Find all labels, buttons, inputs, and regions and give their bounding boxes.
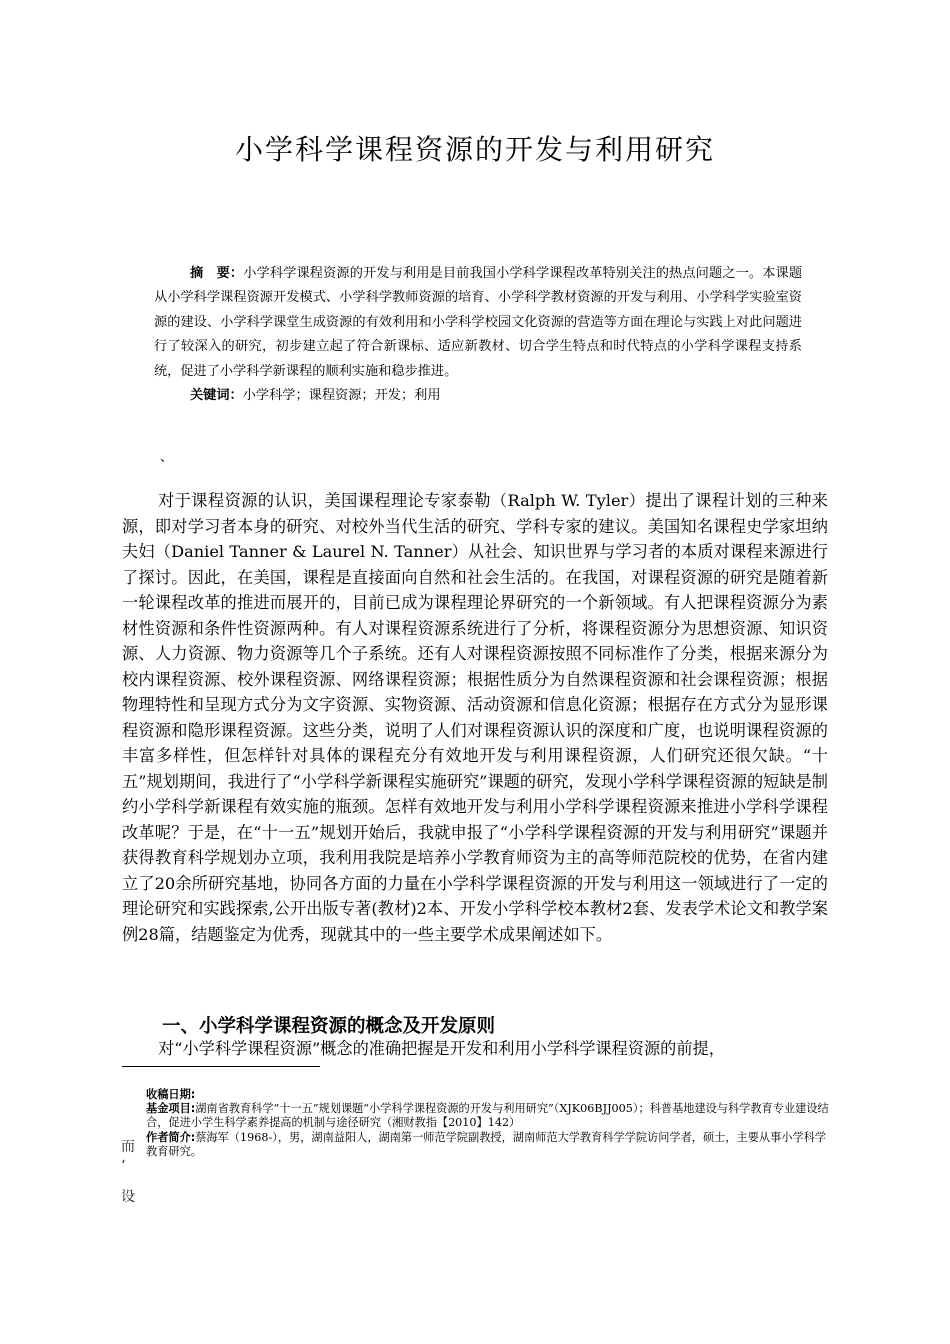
author-text: 蔡海军（1968-），男，湖南益阳人，湖南第一师范学院副教授，湖南师范大学教育科学学院访问学者，硕士，主要从事小学科学教育研究。 [146, 1130, 827, 1158]
abstract-label: 摘 要： [190, 266, 244, 281]
section-first-line: 对“小学科学课程资源”概念的准确把握是开发和利用小学科学课程资源的前提， [158, 1039, 725, 1058]
section-heading: 一、小学科学课程资源的概念及开发原则 [162, 1016, 496, 1037]
stray-mark: 、 [160, 450, 174, 465]
abstract [154, 262, 802, 408]
keywords-label: 关键词： [190, 388, 243, 404]
author-label: 作者简介: [146, 1130, 196, 1144]
intro-paragraph: 对于课程资源的认识，美国课程理论专家泰勒（Ralph W. Tyler）提出了课程计划的三种来源，即对学习者本身的研究、对校外当代生活的研究、学科专家的建议。美国知名课程史学家坦纳夫妇（Daniel Tanner & Laurel N. Tanner）从社会、知识世界与学习者的本质对课程来源进行了探讨。因此，在美国，课程是直接面向自然和社会生活的。在我国，对课程资源的研究是随着新一轮课程改革的推进而展开的，目前已成为课程理论界研究的一个新领域。有人把课程资源分为素材性资源和条件性资源两种。有人对课程资源系统进行了分析，将课程资源分为思想资源、知识资源、人力资源、物力资源等几个子系统。还有人对课程资源按照不同标准作了分类，根据来源分为校内课程资源、校外课程资源、网络课程资源；根据性质分为自然课程资源和社会课程资源；根据物理特性和呈现方式分为文字资源、实物资源、活动资源和信息化资源；根据存在方式分为显形课程资源和隐形课程资源。这些分类，说明了人们对课程资源认识的深度和广度，也说明课程资源的丰富多样性，但怎样针对具体的课程充分有效地开发与利用课程资源，人们研究还很欠缺。“十五”规划期间，我进行了“小学科学新课程实施研究”课题的研究，发现小学科学课程资源的短缺是制约小学科学新课程有效实施的瓶颈。怎样有效地开发与利用小学科学课程资源来推进小学科学课程改革呢？于是，在“十一五”规划开始后，我就申报了“小学科学课程资源的开发与利用研究”课题并获得教育科学规划办立项，我利用我院是培养小学教育师资为主的高等师范院校的优势，在省内建立了20余所研究基地，协同各方面的力量在小学科学课程资源的开发与利用这一领域进行了一定的理论研究和实践探索,公开出版专著(教材)2本、开发小学科学校本教材2套、发表学术论文和教学案例28篇，结题鉴定为优秀，现就其中的一些主要学术成果阐述如下。 [122, 491, 828, 944]
margin-fragment: 而 [121, 1139, 135, 1155]
intro-section [122, 488, 828, 947]
margin-fragment: ‘ [121, 1158, 126, 1174]
paper-title: 小学科学课程资源的开发与利用研究 [234, 133, 715, 166]
footnote-divider [122, 1066, 320, 1067]
fund-text: 湖南省教育科学“十一五”规划课题“小学科学课程资源的开发与利用研究”（XJK06BJJ005）；科普基地建设与科学教育专业建设结合，促进小学生科学素养提高的机制与途径研究（湘财教指【2010】142） [146, 1102, 829, 1130]
fund-label: 基金项目: [146, 1102, 196, 1116]
footnotes [146, 1088, 834, 1159]
keywords-text: 小学科学；课程资源；开发；利用 [242, 388, 441, 404]
section-body [122, 1038, 834, 1060]
margin-fragment: 设 [121, 1189, 135, 1205]
received-label: 收稿日期: [146, 1088, 196, 1101]
abstract-text: 小学科学课程资源的开发与利用是目前我国小学科学课程改革特别关注的热点问题之一。本课题从小学科学课程资源开发模式、小学科学教师资源的培育、小学科学教材资源的开发与利用、小学科学实验室资源的建设、小学科学课堂生成资源的有效利用和小学科学校园文化资源的营造等方面在理论与实践上对此问题进行了较深入的研究，初步建立起了符合新课标、适应新教材、切合学生特点和时代特点的小学科学课程支持系统，促进了小学科学新课程的顺利实施和稳步推进。 [154, 266, 803, 379]
